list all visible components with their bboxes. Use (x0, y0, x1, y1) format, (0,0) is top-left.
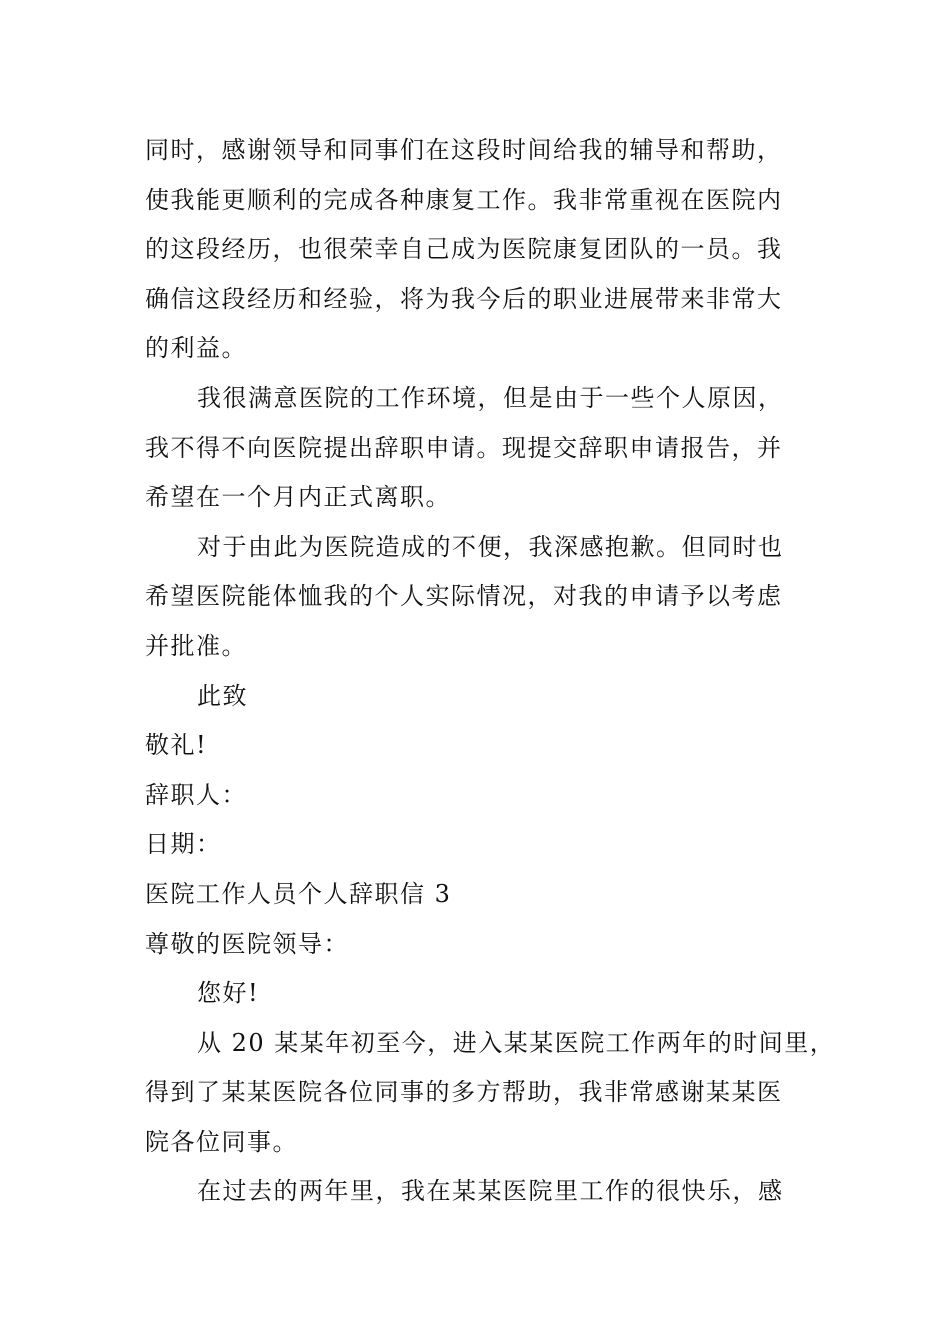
text-line: 从 20 某某年初至今，进入某某医院工作两年的时间里， (197, 1028, 836, 1057)
letter-addressee: 尊敬的医院领导： (145, 929, 349, 958)
text-line: 使我能更顺利的完成各种康复工作。我非常重视在医院内 (145, 185, 783, 214)
text-line: 在过去的两年里，我在某某医院里工作的很快乐，感 (197, 1177, 784, 1206)
text-line: 并批准。 (145, 631, 247, 660)
text-line: 确信这段经历和经验，将为我今后的职业进展带来非常大 (145, 284, 783, 313)
text-line: 希望医院能体恤我的个人实际情况，对我的申请予以考虑 (145, 582, 783, 611)
document-body (145, 126, 836, 1217)
text-line: 对于由此为医院造成的不便，我深感抱歉。但同时也 (197, 532, 784, 561)
closing-salutation: 此致 (197, 681, 248, 710)
text-line: 同时，感谢领导和同事们在这段时间给我的辅导和帮助， (145, 136, 783, 164)
letter-greeting: 您好! (197, 979, 260, 1008)
text-line: 希望在一个月内正式离职。 (145, 483, 451, 512)
signature-label: 辞职人： (145, 780, 247, 809)
date-label: 日期： (145, 830, 222, 859)
text-line: 的这段经历，也很荣幸自己成为医院康复团队的一员。我 (145, 235, 783, 264)
text-line: 我不得不向医院提出辞职申请。现提交辞职申请报告，并 (145, 433, 783, 462)
text-line: 院各位同事。 (145, 1127, 298, 1156)
text-line: 的利益。 (145, 334, 247, 363)
closing-regards: 敬礼! (145, 731, 208, 760)
section-title: 医院工作人员个人辞职信 3 (145, 879, 452, 908)
text-line: 我很满意医院的工作环境，但是由于一些个人原因， (197, 383, 784, 412)
text-line: 得到了某某医院各位同事的多方帮助，我非常感谢某某医 (145, 1078, 783, 1107)
